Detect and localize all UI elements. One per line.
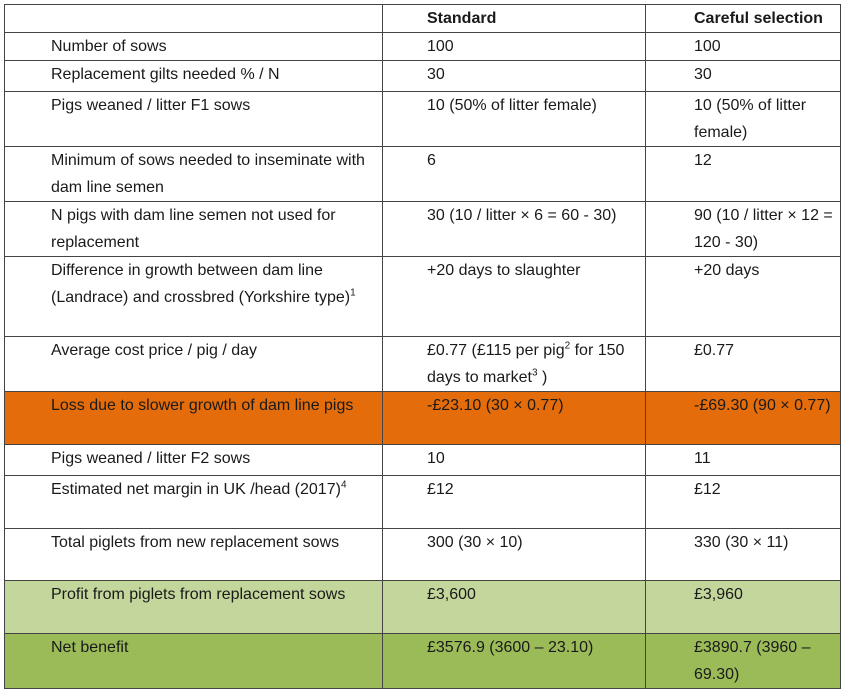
header-row [5, 5, 841, 33]
footnote-marker: 2 [564, 340, 571, 352]
row-label: Difference in growth between dam line (Landrace) and crossbred (Yorkshire type)$^1$ [5, 257, 383, 337]
loss-row [5, 392, 841, 445]
table-row [5, 257, 841, 337]
table-row [5, 147, 841, 202]
table-row [5, 33, 841, 61]
footnote-marker: 1 [350, 287, 356, 299]
net-benefit-row [5, 634, 841, 689]
row-label: Net benefit [5, 634, 383, 689]
table-row [5, 445, 841, 476]
header-standard: Standard [383, 5, 646, 33]
standard-value: £3,600 [383, 581, 646, 634]
footnote-marker: 3 [531, 367, 538, 379]
standard-value: 10 [383, 445, 646, 476]
table-row [5, 61, 841, 92]
profit-row [5, 581, 841, 634]
table-row [5, 92, 841, 147]
footnote-marker: 4 [340, 479, 347, 491]
table-row [5, 529, 841, 581]
row-label: Profit from piglets from replacement sows [5, 581, 383, 634]
table-row [5, 202, 841, 257]
header-careful-selection: Careful selection [646, 5, 841, 33]
standard-value: £12 [383, 476, 646, 529]
careful-value: 12 [646, 147, 841, 202]
row-label: Total piglets from new replacement sows [5, 529, 383, 581]
careful-value: £3,960 [646, 581, 841, 634]
row-label: Minimum of sows needed to inseminate with dam line semen [5, 147, 383, 202]
standard-value: £0.77 (£115 per pig$^2$ for 150 days to market$^3$ ) [383, 337, 646, 392]
standard-value: 300 (30 × 10) [383, 529, 646, 581]
careful-value: +20 days [646, 257, 841, 337]
header-blank [5, 5, 383, 33]
standard-value: 100 [383, 33, 646, 61]
careful-value: 30 [646, 61, 841, 92]
row-label: Average cost price / pig / day [5, 337, 383, 392]
row-label: N pigs with dam line semen not used for replacement [5, 202, 383, 257]
row-label: Pigs weaned / litter F1 sows [5, 92, 383, 147]
careful-value: 100 [646, 33, 841, 61]
careful-value: £3890.7 (3960 – 69.30) [646, 634, 841, 689]
careful-value: 90 (10 / litter × 12 = 120 - 30) [646, 202, 841, 257]
careful-value: £0.77 [646, 337, 841, 392]
careful-value: 11 [646, 445, 841, 476]
careful-value: £12 [646, 476, 841, 529]
row-label: Number of sows [5, 33, 383, 61]
standard-value: +20 days to slaughter [383, 257, 646, 337]
table-row [5, 337, 841, 392]
standard-value: 10 (50% of litter female) [383, 92, 646, 147]
row-label: Loss due to slower growth of dam line pigs [5, 392, 383, 445]
standard-value: 30 (10 / litter × 6 = 60 - 30) [383, 202, 646, 257]
standard-value: -£23.10 (30 × 0.77) [383, 392, 646, 445]
table-row [5, 476, 841, 529]
careful-value: -£69.30 (90 × 0.77) [646, 392, 841, 445]
standard-value: 6 [383, 147, 646, 202]
standard-value: £3576.9 (3600 – 23.10) [383, 634, 646, 689]
careful-value: 330 (30 × 11) [646, 529, 841, 581]
row-label: Estimated net margin in UK /head $(2017)^4$ [5, 476, 383, 529]
standard-value: 30 [383, 61, 646, 92]
row-label: Pigs weaned / litter F2 sows [5, 445, 383, 476]
careful-value: 10 (50% of litter female) [646, 92, 841, 147]
row-label: Replacement gilts needed % / N [5, 61, 383, 92]
pig-breeding-comparison-table [4, 4, 841, 689]
